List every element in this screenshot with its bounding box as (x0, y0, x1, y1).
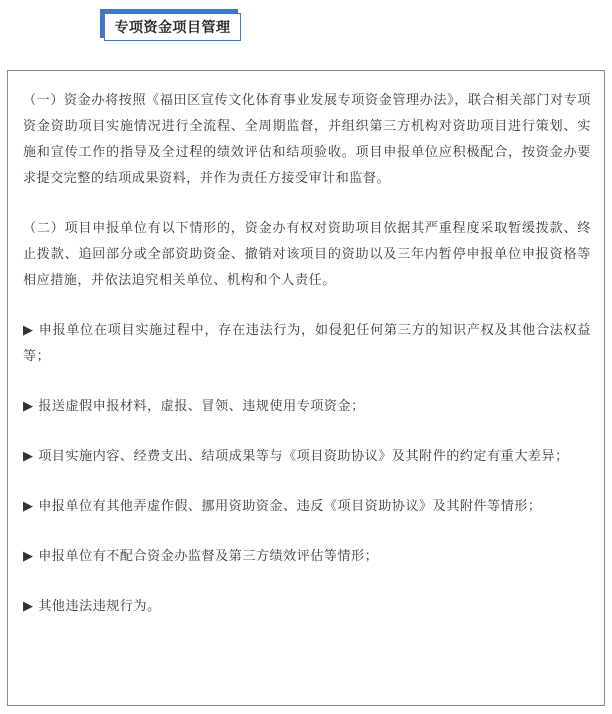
section-title: 专项资金项目管理 (104, 13, 241, 41)
list-item-major-discrepancy: ▶ 项目实施内容、经费支出、结项成果等与《项目资助协议》及其附件的约定有重大差异； (23, 449, 569, 464)
list-item-fraud-misuse: ▶ 申报单位有其他弄虚作假、挪用资助资金、违反《项目资助协议》及其附件等情形； (23, 499, 542, 514)
list-item-other-violations: ▶ 其他违法违规行为。 (23, 599, 161, 614)
list-item-non-cooperation: ▶ 申报单位有不配合资金办监督及第三方绩效评估等情形； (23, 549, 379, 564)
content-panel (7, 70, 605, 706)
section-title-badge (100, 9, 243, 43)
paragraph-penalty-conditions: （二）项目申报单位有以下情形的，资金办有权对资助项目依据其严重程度采取暂缓拨款、终止拨款、追回部分或全部资助资金、撤销对该项目的资助以及三年内暂停申报单位申报资格等相应措施，并依法追究相关单位、机构和个人责任。 (23, 221, 591, 288)
paragraph-funding-supervision: （一）资金办将按照《福田区宣传文化体育事业发展专项资金管理办法》，联合相关部门对专项资金资助项目实施情况进行全流程、全周期监督，并组织第三方机构对资助项目进行策划、实施和宣传工作的指导及全过程的绩效评估和结项验收。项目申报单位应积极配合，按资金办要求提交完整的结项成果资料，并作为责任方接受审计和监督。 (23, 93, 591, 186)
list-item-false-materials: ▶ 报送虚假申报材料，虚报、冒领、违规使用专项资金； (23, 399, 365, 414)
list-item-illegal-conduct: ▶ 申报单位在项目实施过程中，存在违法行为，如侵犯任何第三方的知识产权及其他合法权益等； (23, 323, 591, 364)
content-body (23, 88, 591, 620)
